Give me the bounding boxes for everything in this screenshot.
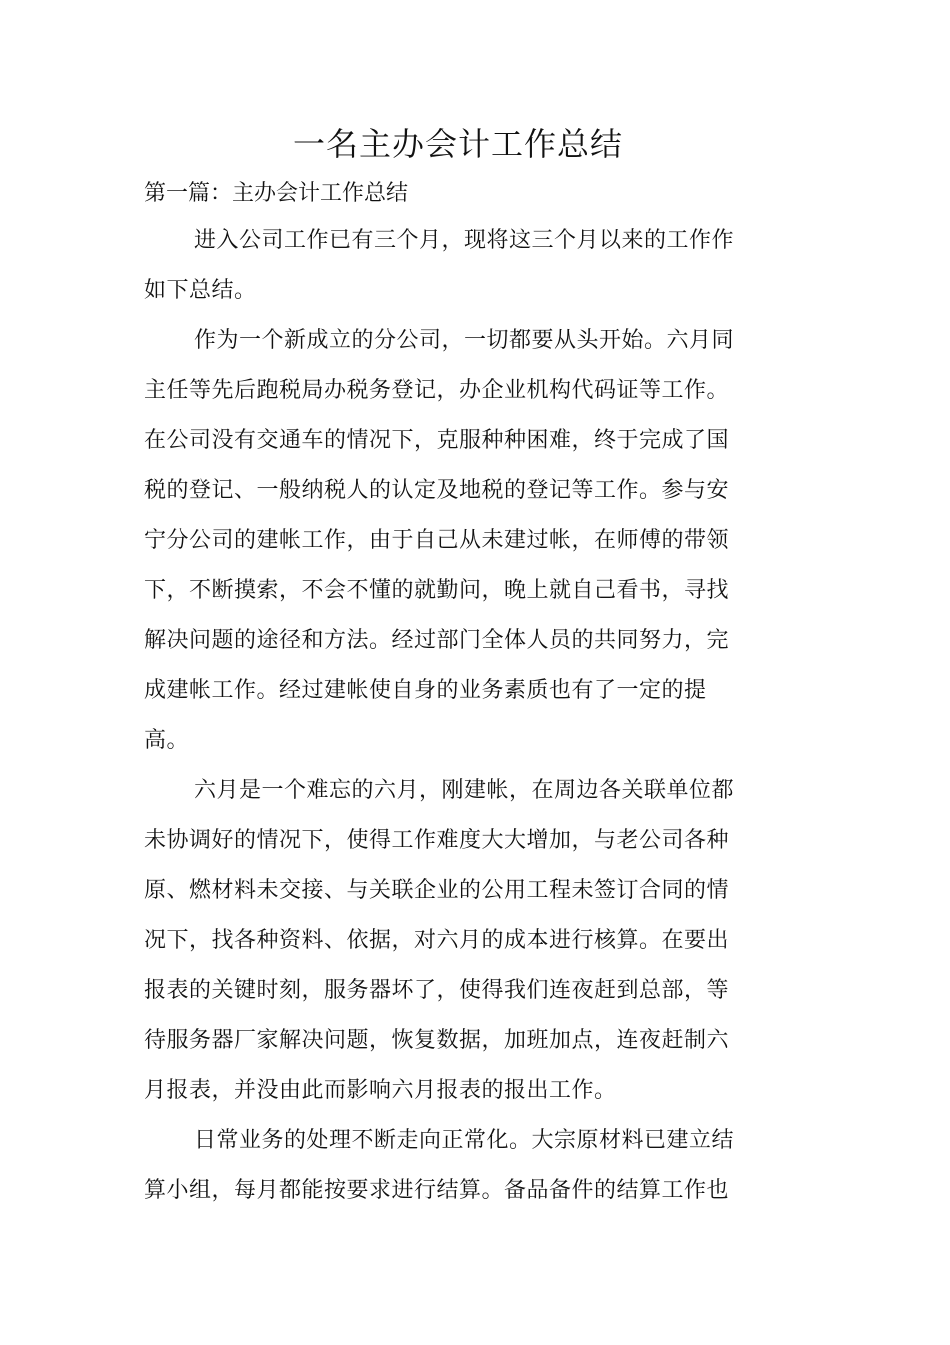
paragraph [144,1116,744,1216]
page-title: 一名主办会计工作总结 [292,125,623,163]
text-line: 作为一个新成立的分公司，一切都要从头开始。六月同 [194,328,735,353]
text-line: 在公司没有交通车的情况下，克服种种困难，终于完成了国 [144,428,730,453]
text-line: 进入公司工作已有三个月，现将这三个月以来的工作作 [194,228,735,253]
section-heading: 第一篇：主办会计工作总结 [144,181,409,206]
text-line: 如下总结。 [144,278,257,303]
text-line: 六月是一个难忘的六月，刚建帐，在周边各关联单位都 [194,778,735,803]
text-line: 成建帐工作。经过建帐使自身的业务素质也有了一定的提 [144,678,707,703]
paragraph [144,216,744,316]
text-line: 宁分公司的建帐工作，由于自己从未建过帐，在师傅的带领 [144,528,730,553]
text-line: 月报表，并没由此而影响六月报表的报出工作。 [144,1078,617,1103]
text-line: 原、燃材料未交接、与关联企业的公用工程未签订合同的情 [144,878,730,903]
document-body [144,216,744,1216]
text-line: 算小组，每月都能按要求进行结算。备品备件的结算工作也 [144,1178,730,1203]
paragraph [144,766,744,1116]
text-line: 未协调好的情况下，使得工作难度大大增加，与老公司各种 [144,828,730,853]
text-line: 下，不断摸索，不会不懂的就勤问，晚上就自己看书，寻找 [144,578,730,603]
text-line: 报表的关键时刻，服务器坏了，使得我们连夜赶到总部，等 [144,978,730,1003]
text-line: 高。 [144,728,190,753]
text-line: 况下，找各种资料、依据，对六月的成本进行核算。在要出 [144,928,730,953]
text-line: 待服务器厂家解决问题，恢复数据，加班加点，连夜赶制六 [144,1028,730,1053]
text-line: 日常业务的处理不断走向正常化。大宗原材料已建立结 [194,1128,735,1153]
text-line: 主任等先后跑税局办税务登记，办企业机构代码证等工作。 [144,378,730,403]
paragraph [144,316,744,766]
text-line: 解决问题的途径和方法。经过部门全体人员的共同努力，完 [144,628,730,653]
text-line: 税的登记、一般纳税人的认定及地税的登记等工作。参与安 [144,478,730,503]
